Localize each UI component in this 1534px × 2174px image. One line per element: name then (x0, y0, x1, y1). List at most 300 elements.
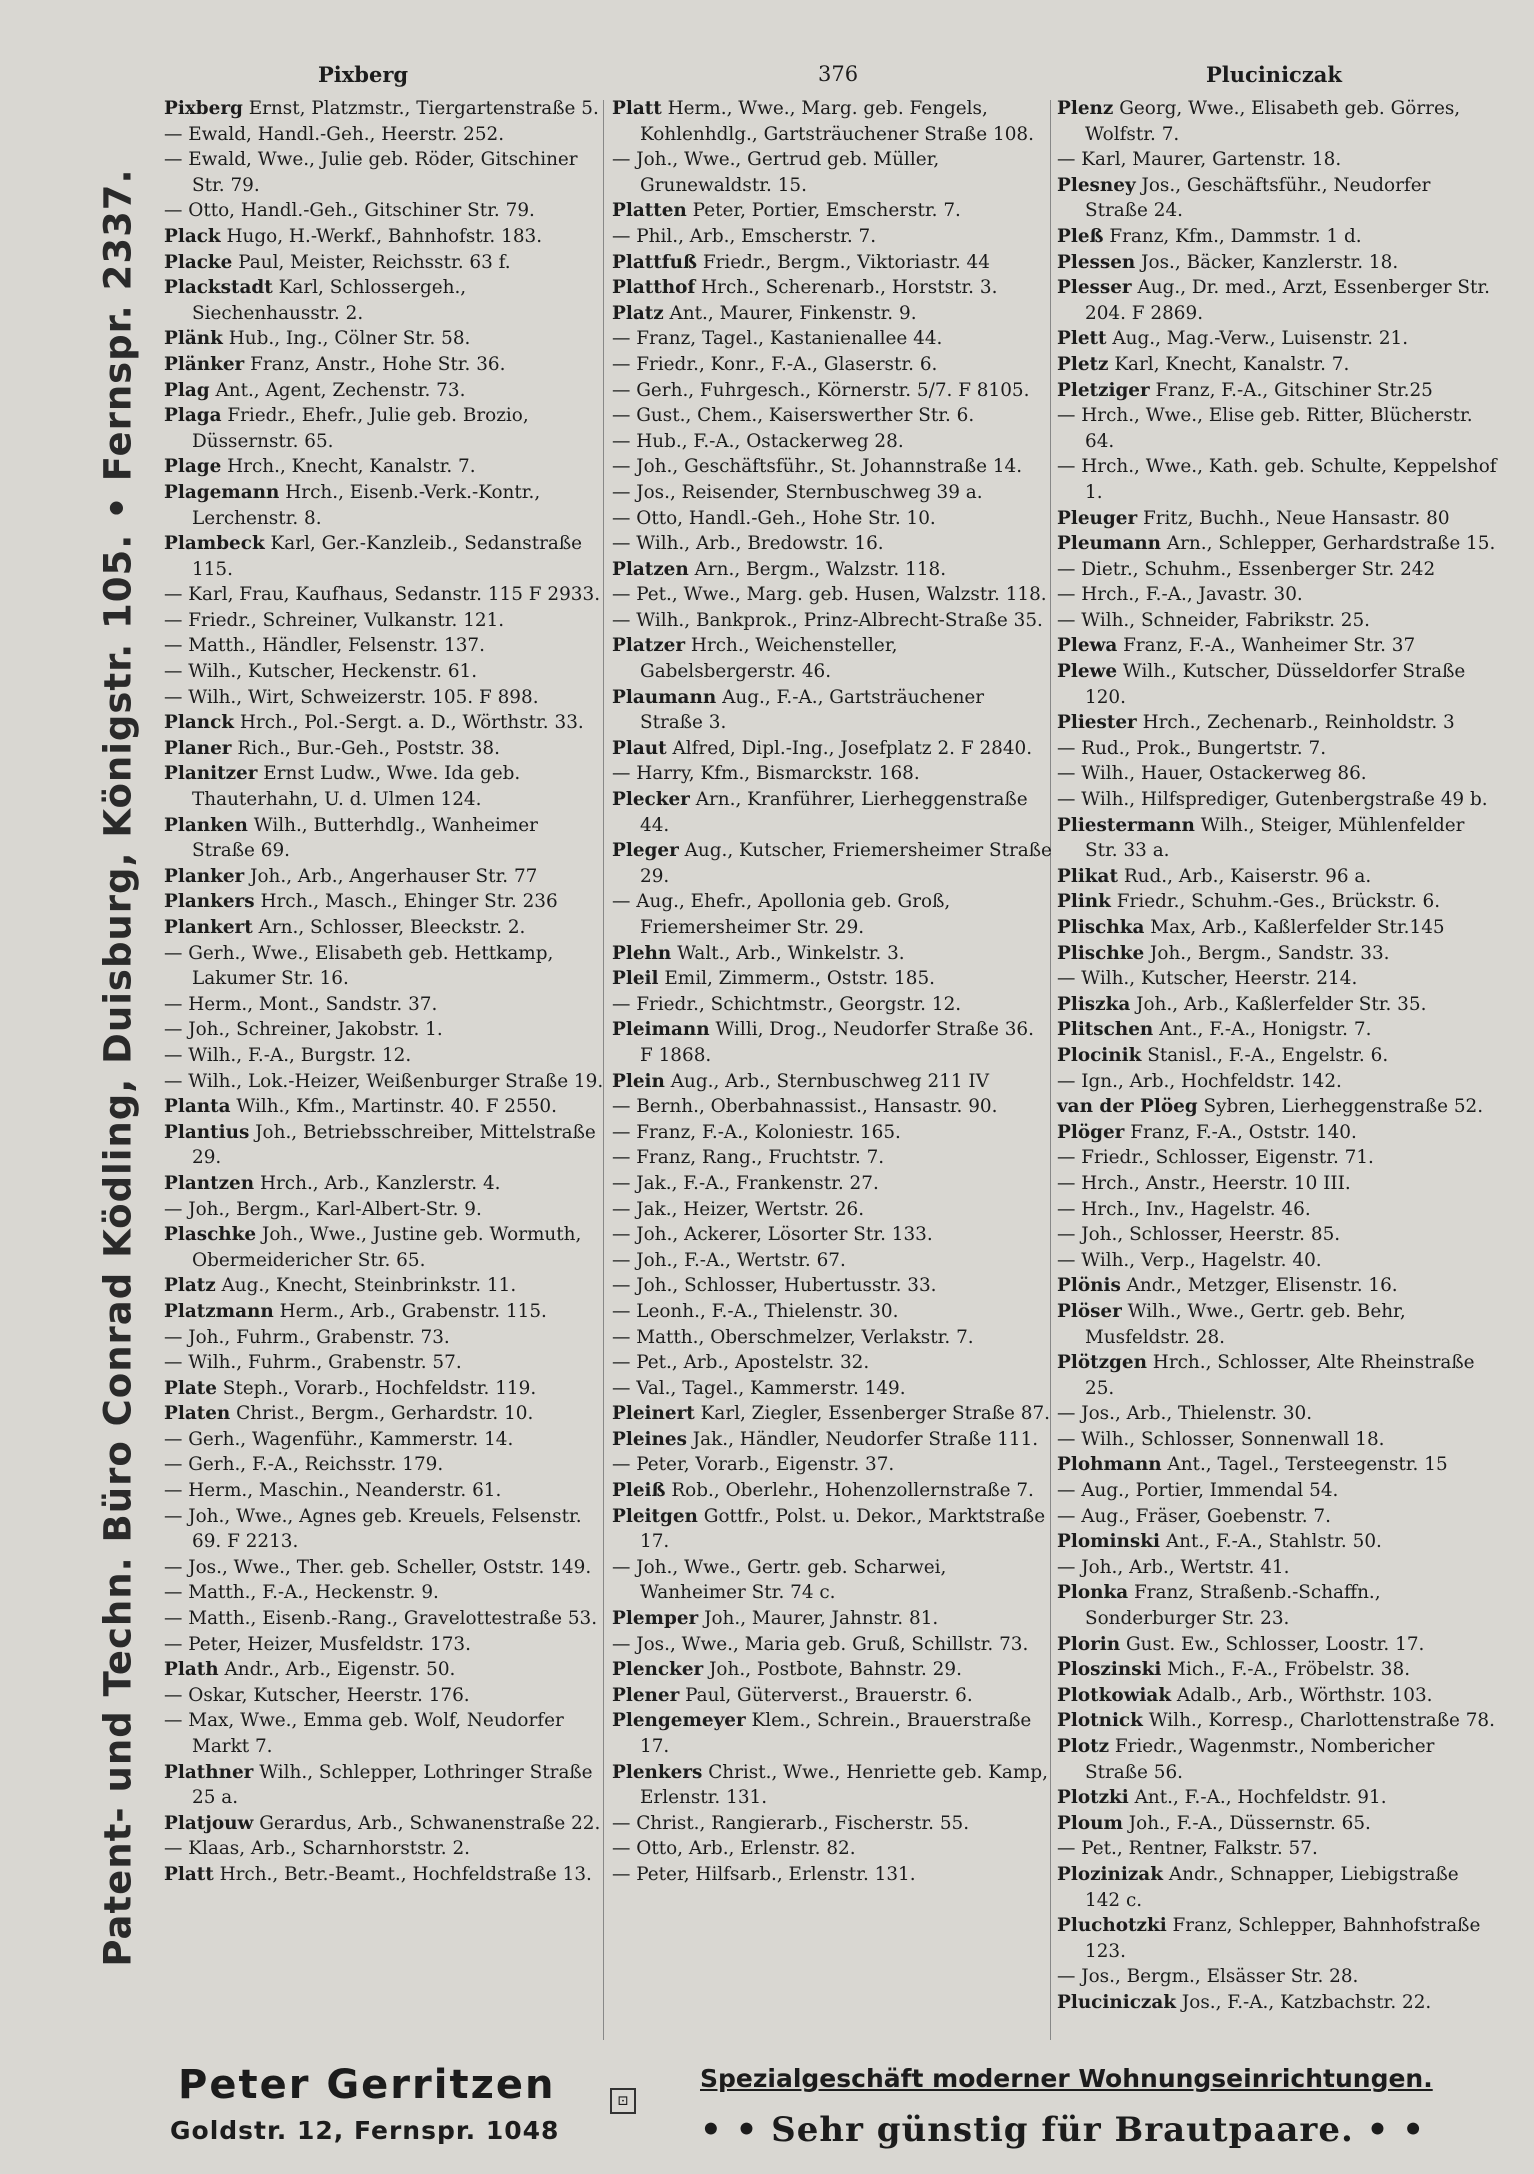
entry-details: — Franz, F.-A., Koloniestr. 165. (612, 1121, 901, 1143)
entry-details: Ant., Maurer, Finkenstr. 9. (663, 302, 917, 324)
entry-surname: Plag (164, 379, 210, 401)
entry-details: Walt., Arb., Winkelstr. 3. (671, 942, 905, 964)
entry-details: — Hrch., Wwe., Kath. geb. Schulte, Keppelshof 1. (1057, 456, 1497, 503)
entry-surname: Plischka (1057, 917, 1145, 938)
directory-entry (1057, 1734, 1497, 1785)
directory-entry (612, 1145, 1052, 1171)
entry-details: — Joh., Bergm., Karl-Albert-Str. 9. (164, 1198, 482, 1220)
directory-entry (612, 1811, 1052, 1837)
entry-surname: Plewa (1057, 635, 1118, 657)
entry-details: — Wilh., Kutscher, Heckenstr. 61. (164, 661, 478, 683)
directory-entry (1057, 1197, 1497, 1223)
entry-surname: Plambeck (164, 533, 265, 555)
directory-entry (1057, 1785, 1497, 1811)
entry-surname: Placke (164, 251, 233, 273)
directory-entry (1057, 1350, 1497, 1401)
entry-details: — Wilh., Schlosser, Sonnenwall 18. (1057, 1428, 1385, 1450)
entry-details: Franz, F.-A., Oststr. 140. (1124, 1121, 1357, 1143)
entry-details: Hub., Ing., Cölner Str. 58. (222, 328, 471, 350)
entry-surname: Pleuger (1057, 507, 1138, 529)
directory-entry (1057, 506, 1497, 532)
directory-entry (612, 429, 1052, 455)
directory-entry (164, 864, 604, 890)
directory-entry (612, 1171, 1052, 1197)
directory-entry (612, 224, 1052, 250)
entry-details: Herm., Wwe., Marg. geb. Fengels, Kohlenhdlg., Gartsträuchener Straße 108. (640, 98, 1034, 145)
entry-details: — Christ., Rangierarb., Fischerstr. 55. (612, 1812, 970, 1834)
entry-details: — Franz, Rang., Fruchtstr. 7. (612, 1147, 885, 1169)
entry-details: Rud., Arb., Kaiserstr. 96 a. (1117, 865, 1372, 887)
entry-details: — Joh., Schlosser, Hubertusstr. 33. (612, 1275, 937, 1297)
entry-surname: Platzen (612, 558, 689, 580)
entry-details: Emil, Zimmerm., Oststr. 185. (658, 968, 935, 990)
entry-details: — Joh., Wwe., Gertrud geb. Müller, Grunewaldstr. 15. (612, 149, 940, 196)
directory-entry (1057, 1427, 1497, 1453)
entry-details: — Gerh., Fuhrgesch., Körnerstr. 5/7. F 8105. (612, 379, 1030, 401)
directory-entry (1057, 889, 1497, 915)
directory-entry (164, 1350, 604, 1376)
directory-entry (612, 1069, 1052, 1095)
entry-surname: Plack (164, 225, 221, 247)
directory-entry (1057, 608, 1497, 634)
directory-entry (164, 1017, 604, 1043)
entry-details: Peter, Portier, Emscherstr. 7. (686, 200, 961, 222)
directory-entry (612, 1376, 1052, 1402)
directory-entry (612, 1504, 1052, 1555)
directory-entry (612, 1708, 1052, 1759)
entry-details: — Gerh., F.-A., Reichsstr. 179. (164, 1454, 444, 1476)
entry-surname: Plaumann (612, 686, 717, 708)
bottom-advertisement (160, 2058, 1480, 2162)
entry-details: Joh., Betriebsschreiber, Mittelstraße 29. (192, 1121, 596, 1169)
entry-details: Arn., Schlosser, Bleeckstr. 2. (252, 917, 526, 938)
directory-entry (164, 1325, 604, 1351)
directory-entry (1057, 1836, 1497, 1862)
directory-entry (1057, 1529, 1497, 1555)
entry-details: — Val., Tagel., Kammerstr. 149. (612, 1377, 906, 1399)
directory-entry (612, 1401, 1052, 1427)
entry-details: Arn., Bergm., Walzstr. 118. (688, 558, 947, 580)
entry-surname: Planta (164, 1096, 231, 1118)
directory-entry (1057, 582, 1497, 608)
entry-surname: Plaschke (164, 1224, 257, 1246)
directory-entry (1057, 915, 1497, 941)
entry-details: Wilh., Wwe., Gertr. geb. Behr, Musfeldstr. 28. (1085, 1300, 1406, 1348)
directory-entry (1057, 1683, 1497, 1709)
entry-surname: Plattfuß (612, 251, 697, 273)
entry-details: Sybren, Lierheggenstraße 52. (1197, 1096, 1484, 1118)
directory-entry (164, 941, 604, 992)
entry-surname: Plantzen (164, 1172, 255, 1194)
entry-details: — Aug., Ehefr., Apollonia geb. Groß, Friemersheimer Str. 29. (612, 891, 951, 938)
directory-entry (164, 1606, 604, 1632)
directory-entry (164, 1811, 604, 1837)
directory-entry (612, 352, 1052, 378)
entry-surname: Plener (612, 1684, 680, 1706)
directory-entry (1057, 992, 1497, 1018)
entry-details: Karl, Schlossergeh., Siechenhausstr. 2. (192, 277, 467, 324)
entry-details: Karl, Ger.-Kanzleib., Sedanstraße 115. (192, 533, 583, 580)
entry-surname: Plaga (164, 405, 222, 427)
entry-details: — Peter, Vorarb., Eigenstr. 37. (612, 1454, 895, 1476)
entry-surname: Plackstadt (164, 277, 273, 299)
entry-surname: Pleitgen (612, 1505, 698, 1527)
ad-logo-icon: ⊡ (610, 2088, 636, 2114)
directory-entry (164, 224, 604, 250)
directory-entry (1057, 864, 1497, 890)
directory-entry (164, 96, 604, 122)
entry-surname: Plänk (164, 328, 223, 350)
entry-details: Adalb., Arb., Wörthstr. 103. (1171, 1684, 1433, 1706)
entry-details: Aug., Arb., Sternbuschweg 211 IV (664, 1070, 989, 1092)
entry-details: — Phil., Arb., Emscherstr. 7. (612, 225, 877, 247)
directory-entry (1057, 761, 1497, 787)
entry-details: — Jos., Wwe., Maria geb. Gruß, Schillstr. 73. (612, 1633, 1029, 1655)
entry-details: Hrch., Scherenarb., Horststr. 3. (695, 277, 998, 299)
directory-entry (612, 685, 1052, 736)
entry-details: — Hub., F.-A., Ostackerweg 28. (612, 430, 904, 452)
directory-entry (612, 761, 1052, 787)
directory-entry (612, 1632, 1052, 1658)
entry-surname: Platz (164, 1275, 216, 1297)
directory-entry (612, 1325, 1052, 1351)
directory-entry (612, 147, 1052, 198)
entry-surname: Plemper (612, 1608, 699, 1630)
entry-details: Ant., F.-A., Hochfeldstr. 91. (1128, 1787, 1387, 1809)
entry-surname: Planken (164, 814, 248, 836)
entry-details: — Jak., F.-A., Frankenstr. 27. (612, 1172, 879, 1194)
entry-details: Fritz, Buchh., Neue Hansastr. 80 (1137, 507, 1450, 529)
entry-surname: Plominski (1057, 1531, 1160, 1553)
directory-entry (1057, 1017, 1497, 1043)
entry-details: — Pet., Rentner, Falkstr. 57. (1057, 1838, 1318, 1860)
entry-surname: Pleil (612, 968, 659, 990)
entry-surname: Plotzki (1057, 1787, 1129, 1809)
directory-entry (164, 352, 604, 378)
directory-entry (1057, 557, 1497, 583)
directory-entry (612, 557, 1052, 583)
directory-entry (612, 1222, 1052, 1248)
directory-entry (1057, 1273, 1497, 1299)
entry-details: — Jos., Reisender, Sternbuschweg 39 a. (612, 481, 983, 503)
entry-details: — Peter, Heizer, Musfeldstr. 173. (164, 1633, 471, 1655)
entry-surname: Pletziger (1057, 379, 1150, 401)
directory-entry (612, 480, 1052, 506)
entry-surname: Pliestermann (1057, 814, 1195, 836)
entry-details: — Gerh., Wagenführ., Kammerstr. 14. (164, 1428, 514, 1450)
directory-entry (612, 966, 1052, 992)
entry-details: — Jos., Wwe., Ther. geb. Scheller, Oststr. 149. (164, 1556, 592, 1578)
directory-entry (164, 1222, 604, 1273)
entry-details: Max, Arb., Kaßlerfelder Str.145 (1144, 917, 1445, 938)
directory-entry (164, 1197, 604, 1223)
directory-entry (1057, 1478, 1497, 1504)
entry-details: Hrch., Masch., Ehinger Str. 236 (254, 891, 558, 913)
entry-details: Karl, Knecht, Kanalstr. 7. (1108, 353, 1350, 375)
directory-entry (164, 122, 604, 148)
entry-details: — Pet., Wwe., Marg. geb. Husen, Walzstr. 118. (612, 584, 1047, 606)
directory-entry (612, 633, 1052, 684)
entry-surname: Plankert (164, 917, 253, 938)
directory-entry (164, 736, 604, 762)
directory-entry (1057, 454, 1497, 505)
entry-details: — Joh., Fuhrm., Grabenstr. 73. (164, 1326, 450, 1348)
directory-entry (612, 838, 1052, 889)
entry-details: — Franz, Tagel., Kastanienallee 44. (612, 328, 943, 350)
directory-entry (612, 736, 1052, 762)
directory-entry (1057, 941, 1497, 967)
entry-details: Alfred, Dipl.-Ing., Josefplatz 2. F 2840. (666, 737, 1033, 759)
entry-details: — Klaas, Arb., Scharnhorststr. 2. (164, 1838, 471, 1860)
directory-entry (1057, 633, 1497, 659)
entry-surname: Pliester (1057, 712, 1137, 734)
entry-details: — Dietr., Schuhm., Essenberger Str. 242 (1057, 558, 1436, 580)
entry-details: Stanisl., F.-A., Engelstr. 6. (1141, 1044, 1389, 1066)
side-advertisement-text: Patent- und Techn. Büro Conrad Ködling, Duisburg, Königstr. 105. • Fernspr. 2337. (96, 168, 140, 1967)
entry-details: Hugo, H.-Werkf., Bahnhofstr. 183. (220, 225, 543, 247)
directory-entry (1057, 813, 1497, 864)
entry-surname: Plehn (612, 942, 672, 964)
directory-entry (1057, 403, 1497, 454)
entry-details: Franz, Straßenb.-Schaffn., Sonderburger Str. 23. (1085, 1582, 1381, 1630)
directory-entry (164, 1478, 604, 1504)
entry-details: Joh., Postbote, Bahnstr. 29. (703, 1659, 962, 1681)
entry-surname: Plenkers (612, 1761, 703, 1783)
entry-details: — Wilh., Fuhrm., Grabenstr. 57. (164, 1352, 462, 1374)
directory-entry (612, 378, 1052, 404)
entry-details: Hrch., Knecht, Kanalstr. 7. (221, 456, 476, 478)
entry-surname: Plewe (1057, 661, 1118, 683)
entry-details: — Wilh., Lok.-Heizer, Weißenburger Straße 19. (164, 1070, 604, 1092)
directory-entry (164, 1504, 604, 1555)
directory-entry (164, 1708, 604, 1759)
directory-entry (612, 1120, 1052, 1146)
directory-entry (164, 1683, 604, 1709)
entry-details: — Friedr., Schichtmstr., Georgstr. 12. (612, 993, 962, 1015)
directory-entry (164, 1171, 604, 1197)
entry-details: — Ign., Arb., Hochfeldstr. 142. (1057, 1070, 1342, 1092)
entry-details: Joh., Arb., Kaßlerfelder Str. 35. (1130, 993, 1427, 1015)
entry-details: Gottfr., Polst. u. Dekor., Marktstraße 17. (640, 1505, 1046, 1553)
entry-surname: Plenz (1057, 98, 1114, 119)
entry-surname: Pixberg (164, 98, 243, 119)
directory-entry (164, 1299, 604, 1325)
entry-details: — Hrch., Inv., Hagelstr. 46. (1057, 1198, 1311, 1220)
entry-surname: Plötzgen (1057, 1352, 1147, 1374)
directory-entry (612, 403, 1052, 429)
header-last-name: Pluciniczak (1206, 62, 1342, 87)
ad-slogan: • • Sehr günstig für Brautpaare. • • (700, 2110, 1425, 2150)
directory-entry (164, 1120, 604, 1171)
entry-details: Wilh., Steiger, Mühlenfelder Str. 33 a. (1085, 814, 1465, 862)
entry-surname: Pleger (612, 840, 679, 862)
directory-entry (1057, 147, 1497, 173)
entry-details: — Ewald, Wwe., Julie geb. Röder, Gitschiner Str. 79. (164, 149, 578, 196)
entry-details: Ant., F.-A., Stahlstr. 50. (1159, 1531, 1382, 1553)
directory-entry (1057, 1580, 1497, 1631)
entry-surname: Plänker (164, 353, 245, 375)
directory-entry (1057, 224, 1497, 250)
entry-details: Jos., Geschäftsführ., Neudorfer Straße 24. (1085, 174, 1431, 222)
entry-details: — Wilh., Hilfsprediger, Gutenbergstraße 49 b. (1057, 789, 1488, 811)
entry-details: — Matth., Eisenb.-Rang., Gravelottestraße 53. (164, 1608, 598, 1630)
entry-details: Gust. Ew., Schlosser, Loostr. 17. (1120, 1633, 1425, 1655)
entry-surname: Planker (164, 865, 245, 887)
entry-details: Paul, Meister, Reichsstr. 63 f. (232, 251, 511, 273)
directory-entry (1057, 1708, 1497, 1734)
entry-details: — Wilh., Wirt, Schweizerstr. 105. F 898. (164, 686, 539, 708)
directory-entry (1057, 1990, 1497, 2016)
entry-surname: Plate (164, 1377, 217, 1399)
entry-surname: Plohmann (1057, 1454, 1162, 1476)
entry-surname: Plantius (164, 1121, 250, 1143)
entry-details: Aug., Knecht, Steinbrinkstr. 11. (215, 1275, 517, 1297)
entry-details: Wilh., Kfm., Martinstr. 40. F 2550. (230, 1096, 557, 1118)
entry-details: Andr., Schnapper, Liebigstraße 142 c. (1085, 1863, 1459, 1911)
directory-entry (1057, 1171, 1497, 1197)
entry-details: Jak., Händler, Neudorfer Straße 111. (686, 1428, 1039, 1450)
directory-entry (612, 1299, 1052, 1325)
directory-entry (1057, 736, 1497, 762)
entry-details: — Joh., Schreiner, Jakobstr. 1. (164, 1019, 443, 1041)
directory-entry (164, 1760, 604, 1811)
entry-details: — Joh., Ackerer, Lösorter Str. 133. (612, 1224, 933, 1246)
entry-surname: Planitzer (164, 763, 258, 785)
entry-details: Aug., Dr. med., Arzt, Essenberger Str. 204. F 2869. (1085, 277, 1490, 324)
directory-entry (612, 787, 1052, 838)
entry-details: — Jos., Arb., Thielenstr. 30. (1057, 1403, 1313, 1425)
directory-entry (164, 403, 604, 454)
entry-details: — Herm., Maschin., Neanderstr. 61. (164, 1480, 502, 1502)
entry-details: Friedr., Ehefr., Julie geb. Brozio, Düssernstr. 65. (192, 405, 529, 452)
directory-column-3 (1057, 96, 1497, 2016)
entry-surname: Plink (1057, 891, 1111, 913)
directory-entry (612, 1555, 1052, 1606)
entry-details: — Wilh., Kutscher, Heerstr. 214. (1057, 968, 1358, 990)
entry-details: Andr., Metzger, Elisenstr. 16. (1120, 1275, 1398, 1297)
entry-details: Friedr., Schuhm.-Ges., Brückstr. 6. (1110, 891, 1441, 913)
entry-details: Ant., Agent, Zechenstr. 73. (209, 379, 466, 401)
entry-details: — Hrch., Anstr., Heerstr. 10 III. (1057, 1172, 1351, 1194)
directory-entry (612, 1273, 1052, 1299)
directory-entry (164, 1376, 604, 1402)
directory-entry (1057, 352, 1497, 378)
entry-details: — Jos., Bergm., Elsässer Str. 28. (1057, 1966, 1359, 1988)
entry-details: — Wilh., Verp., Hagelstr. 40. (1057, 1249, 1322, 1271)
entry-surname: Pleimann (612, 1019, 710, 1041)
directory-entry (164, 761, 604, 812)
entry-surname: Plaut (612, 737, 667, 759)
entry-surname: Platzmann (164, 1300, 274, 1322)
directory-entry (612, 1094, 1052, 1120)
directory-entry (612, 1248, 1052, 1274)
entry-surname: Plessen (1057, 251, 1136, 273)
entry-details: Hrch., Betr.-Beamt., Hochfeldstraße 13. (213, 1863, 592, 1885)
entry-surname: Platt (612, 98, 662, 119)
directory-entry (164, 608, 604, 634)
entry-details: Joh., Arb., Angerhauser Str. 77 (244, 865, 538, 887)
directory-entry (1057, 1504, 1497, 1530)
entry-details: Christ., Bergm., Gerhardstr. 10. (230, 1403, 534, 1425)
entry-surname: Plotz (1057, 1736, 1110, 1757)
entry-details: Jos., F.-A., Katzbachstr. 22. (1176, 1991, 1432, 2013)
directory-entry (612, 889, 1052, 940)
directory-entry (164, 250, 604, 276)
directory-entry (164, 992, 604, 1018)
entry-details: — Bernh., Oberbahnassist., Hansastr. 90. (612, 1096, 998, 1118)
entry-surname: Plozinizak (1057, 1863, 1163, 1885)
directory-entry (612, 250, 1052, 276)
entry-details: Rob., Oberlehr., Hohenzollernstraße 7. (665, 1480, 1034, 1502)
entry-surname: Platzer (612, 635, 686, 657)
directory-entry (164, 275, 604, 326)
entry-details: Herm., Arb., Grabenstr. 115. (273, 1300, 547, 1322)
directory-entry (612, 1836, 1052, 1862)
entry-details: — Peter, Hilfsarb., Erlenstr. 131. (612, 1863, 916, 1885)
entry-details: — Matth., F.-A., Heckenstr. 9. (164, 1582, 439, 1604)
entry-surname: Plencker (612, 1659, 704, 1681)
directory-entry (1057, 250, 1497, 276)
directory-entry (164, 531, 604, 582)
entry-details: Franz, Kfm., Dammstr. 1 d. (1103, 225, 1362, 247)
entry-details: — Aug., Fräser, Goebenstr. 7. (1057, 1505, 1331, 1527)
directory-entry (164, 1632, 604, 1658)
directory-entry (612, 1427, 1052, 1453)
entry-surname: Plankers (164, 891, 255, 913)
entry-details: Ant., F.-A., Honigstr. 7. (1153, 1019, 1372, 1041)
entry-details: Joh., Bergm., Sandstr. 33. (1144, 942, 1390, 964)
entry-details: Jos., Bäcker, Kanzlerstr. 18. (1135, 251, 1399, 273)
entry-details: — Joh., Wwe., Gertr. geb. Scharwei, Wanheimer Str. 74 c. (612, 1556, 947, 1604)
directory-entry (612, 1657, 1052, 1683)
entry-surname: Plönis (1057, 1275, 1121, 1297)
entry-details: Mich., F.-A., Fröbelstr. 38. (1161, 1659, 1411, 1681)
directory-entry (612, 531, 1052, 557)
directory-entry (164, 1555, 604, 1581)
directory-entry (612, 992, 1052, 1018)
directory-entry (1057, 787, 1497, 813)
entry-details: — Ewald, Handl.-Geh., Heerstr. 252. (164, 123, 505, 145)
ad-specialty: Spezialgeschäft moderner Wohnungseinrichtungen. (700, 2064, 1433, 2093)
entry-details: — Joh., Schlosser, Heerstr. 85. (1057, 1224, 1341, 1246)
entry-details: Willi, Drog., Neudorfer Straße 36. F 1868. (640, 1019, 1034, 1066)
directory-entry (164, 326, 604, 352)
entry-surname: Ploszinski (1057, 1659, 1162, 1681)
entry-details: — Gust., Chem., Kaiserswerther Str. 6. (612, 405, 975, 427)
entry-details: Hrch., Pol.-Sergt. a. D., Wörthstr. 33. (234, 712, 584, 734)
entry-details: — Rud., Prok., Bungertstr. 7. (1057, 737, 1327, 759)
entry-surname: Platen (164, 1403, 231, 1425)
directory-column-1 (164, 96, 604, 1888)
directory-entry (164, 1427, 604, 1453)
directory-entry (164, 1401, 604, 1427)
entry-surname: Pluchotzki (1057, 1915, 1167, 1937)
entry-surname: Planck (164, 712, 235, 734)
page-number: 376 (818, 62, 859, 86)
entry-details: — Aug., Portier, Immendal 54. (1057, 1480, 1339, 1502)
entry-details: — Wilh., Bankprok., Prinz-Albrecht-Straße 35. (612, 609, 1043, 631)
directory-entry (612, 96, 1052, 147)
directory-entry (1057, 1632, 1497, 1658)
entry-surname: Platt (164, 1863, 214, 1885)
directory-entry (612, 454, 1052, 480)
entry-details: Aug., Mag.-Verw., Luisenstr. 21. (1106, 328, 1409, 350)
entry-details: Arn., Kranführer, Lierheggenstraße 44. (640, 789, 1028, 836)
entry-surname: Plikat (1057, 865, 1118, 887)
directory-entry (1057, 1120, 1497, 1146)
entry-surname: Plein (612, 1070, 665, 1092)
directory-entry (164, 1273, 604, 1299)
